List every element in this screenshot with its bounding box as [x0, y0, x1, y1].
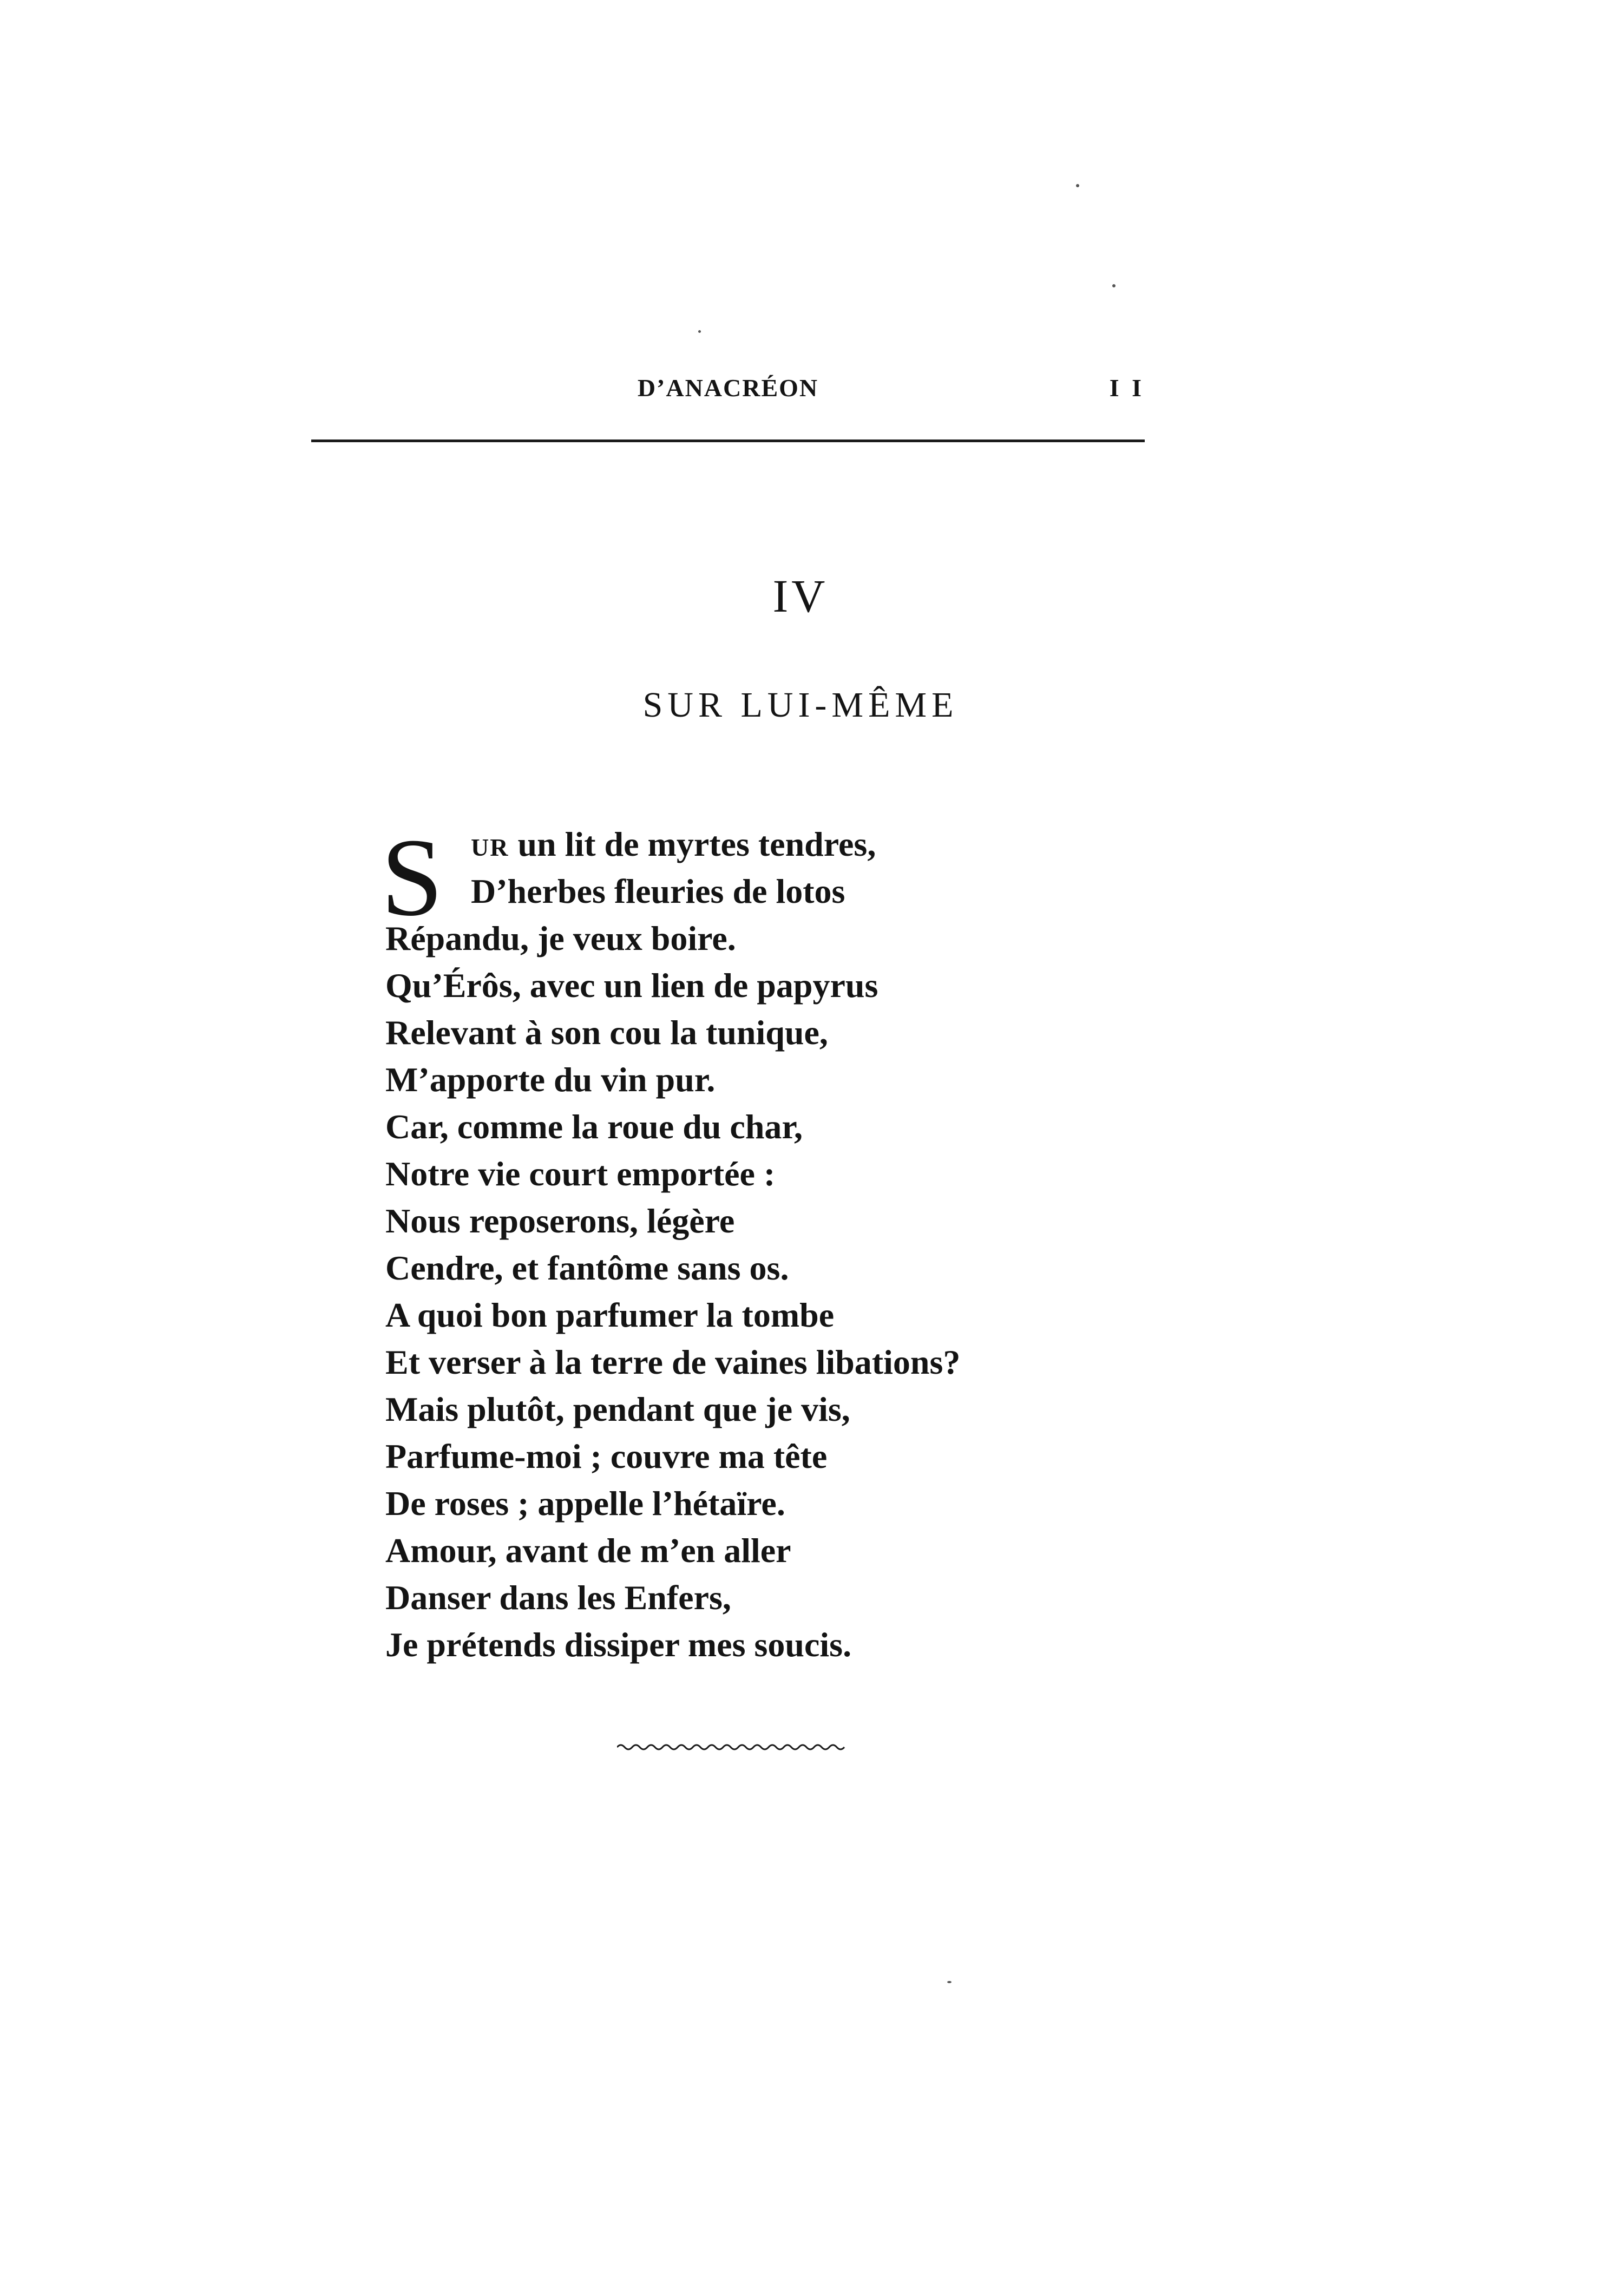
first-line-rest: un lit de myrtes tendres,	[509, 825, 876, 863]
chapter-number: IV	[772, 570, 829, 622]
verse-line: D’herbes fleuries de lotos	[471, 872, 845, 910]
verse-line: Relevant à son cou la tunique,	[385, 1013, 828, 1052]
running-title: D’ANACRÉON	[637, 374, 819, 402]
first-word-small-caps: UR	[471, 834, 509, 861]
verse-line: Je prétends dissiper mes soucis.	[385, 1625, 852, 1664]
running-header	[311, 373, 1145, 406]
verse-line: Et verser à la terre de vaines libations?	[385, 1343, 961, 1381]
verse-line: A quoi bon parfumer la tombe	[385, 1296, 835, 1334]
verse-line: Car, comme la roue du char,	[385, 1107, 803, 1146]
verse-line: Mais plutôt, pendant que je vis,	[385, 1390, 850, 1428]
header-rule	[311, 439, 1145, 442]
verse-line	[385, 821, 1360, 868]
end-ornament	[617, 1742, 850, 1753]
chapter-title: SUR LUI-MÊME	[642, 685, 959, 725]
verse-line: Danser dans les Enfers,	[385, 1578, 731, 1617]
verse-line: Cendre, et fantôme sans os.	[385, 1249, 789, 1287]
scan-speck	[1076, 184, 1079, 187]
scan-speck	[698, 330, 701, 333]
verse-line: Qu’Érôs, avec un lien de papyrus	[385, 966, 878, 1005]
page-number: I I	[1109, 374, 1145, 402]
verse-line: M’apporte du vin pur.	[385, 1060, 716, 1099]
verse-line: Nous reposerons, légère	[385, 1202, 735, 1240]
verse-line: Amour, avant de m’en aller	[385, 1531, 791, 1570]
poem-text	[381, 815, 1360, 1668]
scan-speck	[947, 1981, 952, 1983]
scan-speck	[1112, 284, 1116, 287]
verse-line: Répandu, je veux boire.	[385, 919, 736, 957]
wavy-rule	[617, 1745, 844, 1749]
verse-line: Parfume-moi ; couvre ma tête	[385, 1437, 828, 1475]
verse-line: De roses ; appelle l’hétaïre.	[385, 1484, 785, 1523]
drop-cap-initial: S	[381, 815, 443, 939]
verse-line: Notre vie court emportée :	[385, 1154, 776, 1193]
